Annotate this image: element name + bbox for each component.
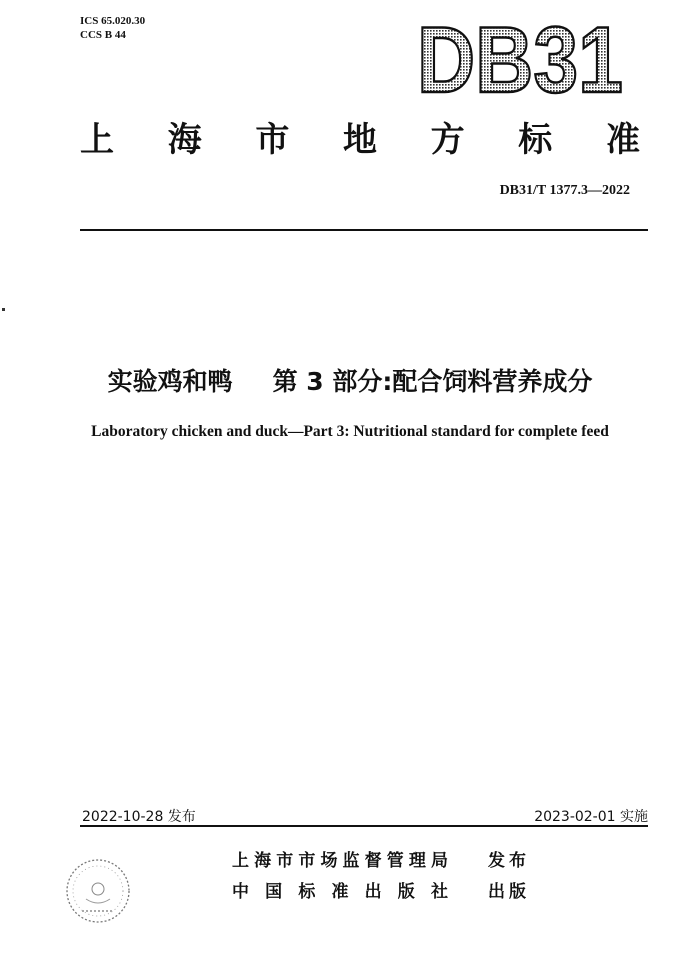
publisher-name-char: 理 bbox=[408, 851, 426, 871]
standard-category-title bbox=[80, 112, 640, 161]
standard-category-char: 方 bbox=[430, 120, 465, 160]
publisher-name-char: 上 bbox=[232, 851, 249, 871]
publisher-name-char: 督 bbox=[364, 851, 382, 871]
publisher-name bbox=[232, 846, 448, 871]
publisher-action bbox=[488, 846, 526, 871]
standard-category-char: 上 bbox=[80, 120, 114, 160]
english-title: Laboratory chicken and duck—Part 3: Nutritional standard for complete feed bbox=[91, 423, 609, 440]
printer-name-char: 版 bbox=[397, 882, 415, 902]
chinese-title-part1: 实验鸡和鸭 bbox=[107, 367, 233, 396]
ics-code: ICS 65.020.30 bbox=[80, 15, 146, 27]
printer-row bbox=[232, 877, 526, 902]
publisher-row bbox=[232, 846, 526, 871]
db31-logo bbox=[415, 7, 625, 112]
printer-name-char: 标 bbox=[298, 882, 316, 902]
publisher-seal-icon bbox=[62, 855, 134, 927]
standard-category-char: 市 bbox=[255, 120, 290, 160]
publisher-name-char: 局 bbox=[430, 851, 448, 871]
logo-text: DB31 bbox=[417, 7, 623, 112]
classification-codes bbox=[80, 14, 145, 42]
publisher-name-char: 监 bbox=[342, 851, 360, 871]
printer-action bbox=[488, 877, 526, 902]
top-divider bbox=[80, 229, 648, 231]
ccs-code: CCS B 44 bbox=[80, 29, 126, 41]
standard-category-char: 海 bbox=[167, 120, 202, 160]
printer-name-char: 出 bbox=[364, 882, 382, 902]
printer-name-char: 中 bbox=[232, 882, 249, 902]
standard-number: DB31/T 1377.3—2022 bbox=[499, 183, 630, 198]
printer-name-char: 国 bbox=[265, 882, 283, 902]
publisher-action-char: 发 bbox=[488, 851, 505, 871]
margin-mark bbox=[2, 308, 5, 311]
printer-action-char: 出 bbox=[488, 882, 505, 902]
printer-action-char: 版 bbox=[509, 882, 526, 902]
publisher-name-char: 市 bbox=[298, 851, 316, 871]
chinese-title bbox=[0, 362, 700, 398]
printer-name-char: 准 bbox=[331, 882, 349, 902]
chinese-title-part2: 第 3 部分:配合饲料营养成分 bbox=[272, 367, 593, 396]
publisher-name-char: 管 bbox=[386, 851, 404, 871]
standard-category-char: 准 bbox=[605, 120, 640, 160]
standard-category-char: 标 bbox=[518, 120, 553, 160]
standard-category-char: 地 bbox=[342, 120, 377, 160]
bottom-divider bbox=[80, 825, 648, 827]
printer-name bbox=[232, 877, 448, 902]
publisher-action-char: 布 bbox=[509, 851, 526, 871]
printer-name-char: 社 bbox=[430, 882, 448, 902]
publisher-name-char: 海 bbox=[254, 851, 272, 871]
issue-date: 2022-10-28 发布 bbox=[82, 809, 196, 825]
implementation-date: 2023-02-01 实施 bbox=[534, 809, 648, 825]
publisher-name-char: 场 bbox=[320, 851, 338, 871]
publisher-name-char: 市 bbox=[276, 851, 294, 871]
